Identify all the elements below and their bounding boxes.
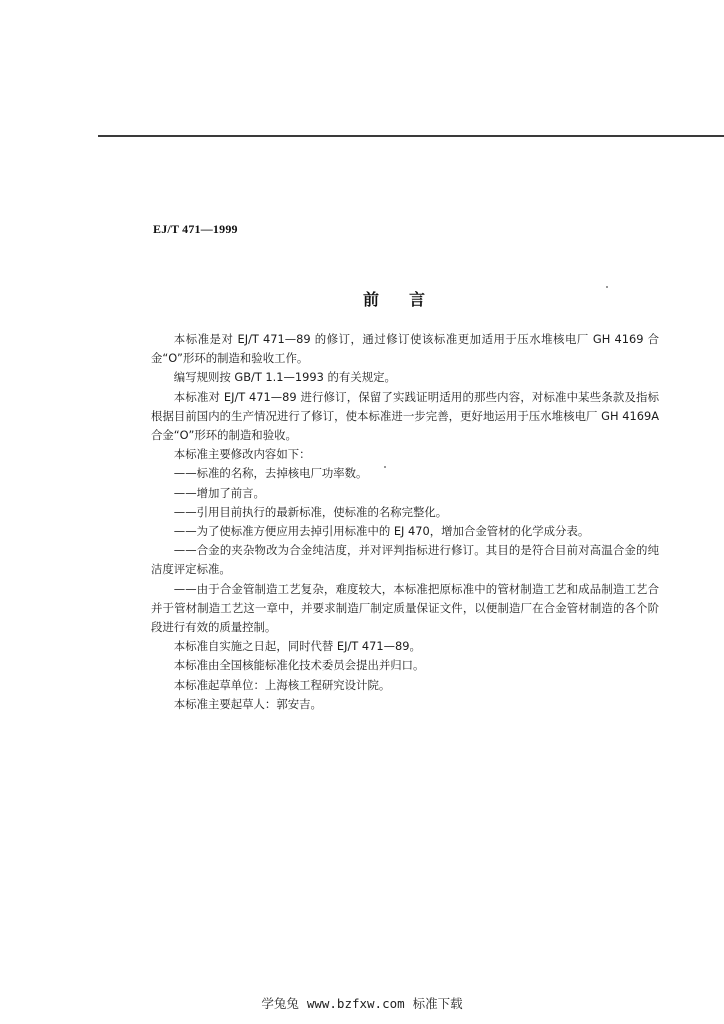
page-footer: [0, 994, 724, 1012]
footer-url[interactable]: www.bzfxw.com: [306, 996, 405, 1011]
change-item: ——合金的夹杂物改为合金纯洁度，并对评判指标进行修订。其目的是符合目前对高温合金的纯洁度评定标准。: [151, 543, 659, 577]
change-item: ——由于合金管制造工艺复杂，难度较大，本标准把原标准中的管材制造工艺和成品制造工艺合并于管材制造工艺这一章中，并要求制造厂制定质量保证文件，以便制造厂在合金管材制造的各个阶段进行有效的质量控制。: [151, 581, 659, 635]
change-item: ——标准的名称，去掉核电厂功率数。: [173, 466, 368, 481]
change-item: ——引用目前执行的最新标准，使标准的名称完整化。: [173, 504, 448, 519]
paragraph-revision-purpose: 本标准是对 EJ/T 471—89 的修订，通过修订使该标准更加适用于压水堆核电厂 GH 4169 合金“O”形环的制造和验收工作。: [151, 332, 659, 366]
scan-speck: [606, 286, 608, 288]
paragraph-drafter: 本标准主要起草人：郭安吉。: [173, 696, 322, 711]
paragraph-proposer: 本标准由全国核能标准化技术委员会提出并归口。: [173, 658, 425, 673]
paragraph-supersedes: 本标准自实施之日起，同时代替 EJ/T 471—89。: [173, 639, 421, 654]
paragraph-revision-scope: 本标准对 EJ/T 471—89 进行修订，保留了实践证明适用的那些内容，对标准中某些条款及指标根据目前国内的生产情况进行了修订，使本标准进一步完善，更好地运用于压水堆核电厂 GH 4169A 合金“O”形环的制造和验收。: [151, 389, 659, 443]
paragraph-drafting-unit: 本标准起草单位：上海核工程研究设计院。: [173, 677, 391, 692]
footer-tagline: 标准下载: [412, 996, 463, 1011]
scan-speck: [384, 466, 386, 468]
change-item: ——为了使标准方便应用去掉引用标准中的 EJ 470，增加合金管材的化学成分表。: [173, 524, 590, 539]
title-char-2: 言: [409, 290, 426, 309]
change-item: ——增加了前言。: [173, 485, 265, 500]
title-char-1: 前: [363, 290, 380, 309]
header-rule: [98, 135, 724, 137]
paragraph-drafting-rules: 编写规则按 GB/T 1.1—1993 的有关规定。: [173, 370, 396, 385]
standard-code: EJ/T 471—1999: [153, 222, 238, 236]
paragraph-changes-intro: 本标准主要修改内容如下：: [173, 447, 311, 462]
footer-site-name: 学兔兔: [261, 996, 299, 1011]
section-title: [363, 287, 425, 310]
foreword-body: [151, 330, 659, 714]
